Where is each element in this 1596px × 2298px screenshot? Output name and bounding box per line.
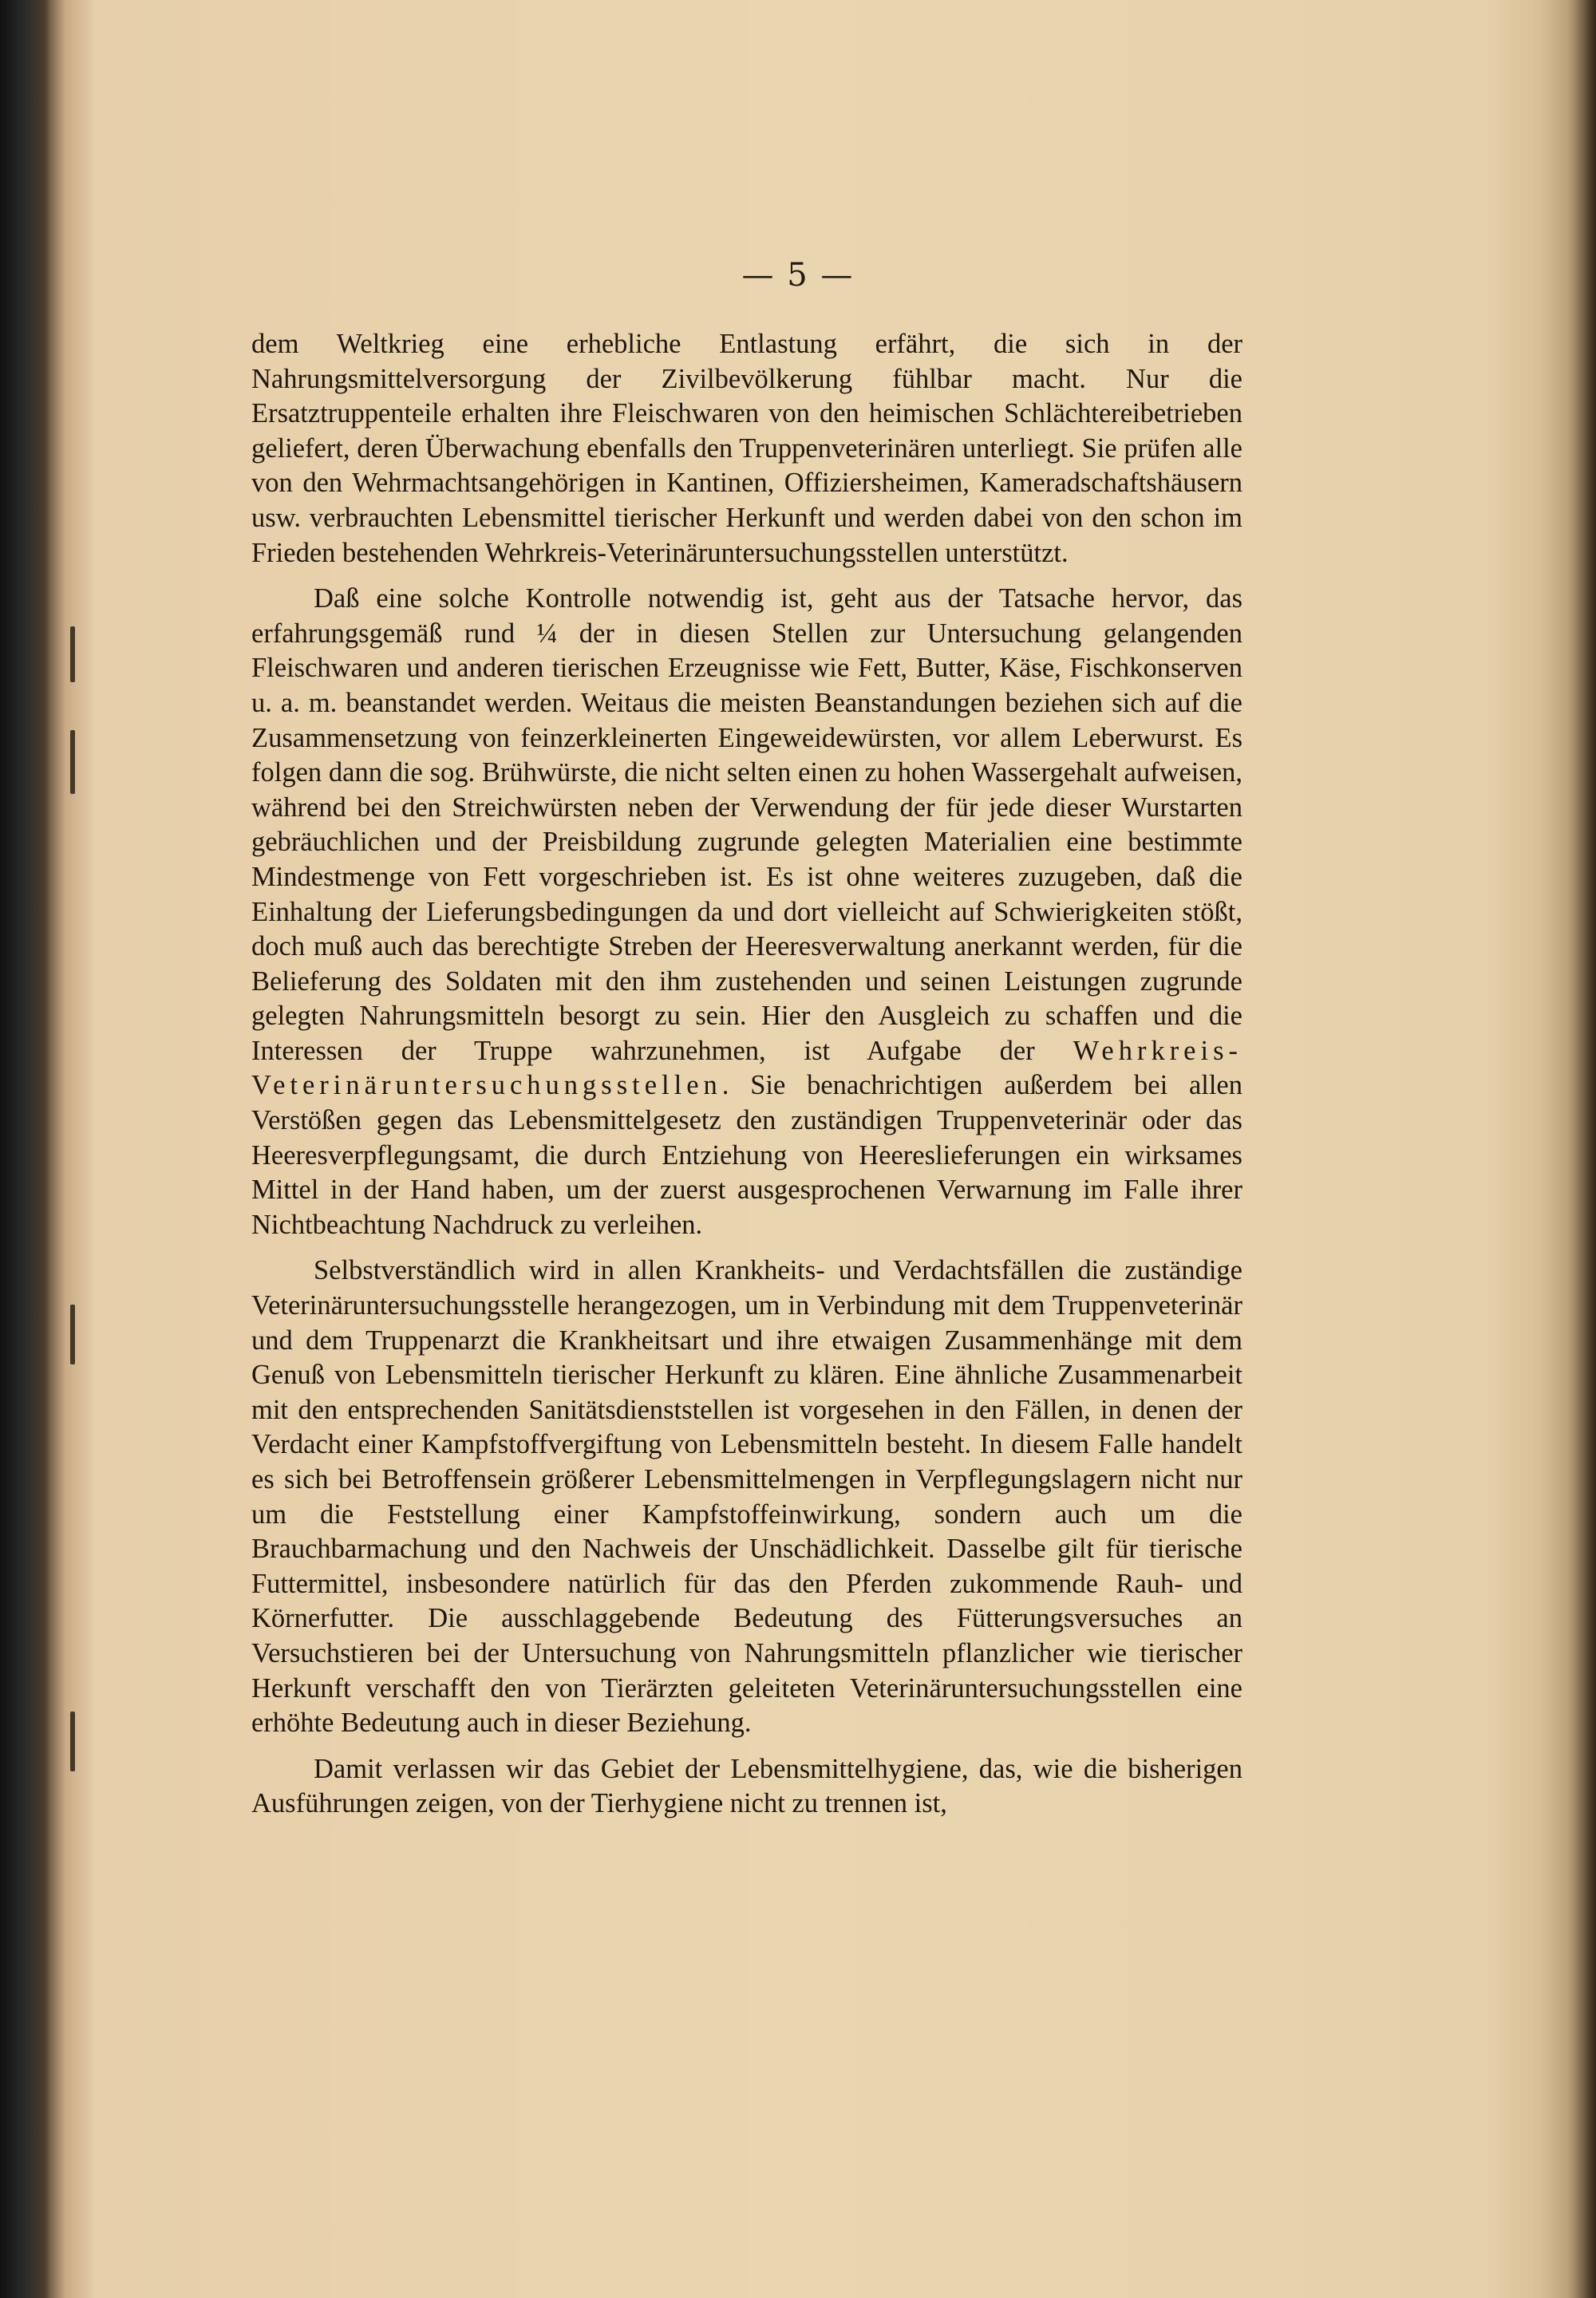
paragraph-3 [251, 1254, 1242, 1740]
book-spine-shadow [0, 0, 49, 2298]
paragraph-text: Damit verlassen wir das Gebiet der Lebensmittelhygiene, das, wie die bisherigen Ausführungen zeigen, von der Tierhygiene nicht zu trennen ist, [251, 1753, 1242, 1819]
binding-thread-mark [70, 1305, 75, 1364]
page-edge-shadow [1567, 0, 1596, 2298]
paragraph-2 [251, 582, 1242, 1242]
page-number: — 5 — [741, 257, 855, 294]
binding-thread-mark [70, 730, 75, 794]
paragraph-4 [251, 1752, 1242, 1822]
body-text [251, 327, 1242, 1822]
paragraph-text: . Sie benachrichtigen außerdem bei allen Verstößen gegen das Lebensmittelgesetz den zuständigen Truppenveterinär oder das Heeresverpflegungsamt, die durch Entziehung von Heereslieferungen ein wirksames Mittel in der Hand haben, um der zuerst ausgesprochenen Verwarnung im Falle ihrer Nichtbeachtung Nachdruck zu verleihen. [251, 1070, 1242, 1240]
binding-thread-mark [70, 626, 75, 682]
binding-thread-mark [70, 1712, 75, 1771]
paragraph-text: dem Weltkrieg eine erhebliche Entlastung erfährt, die sich in der Nahrungsmittelversorgung der Zivilbevölkerung fühlbar macht. Nur die Ersatztruppenteile erhalten ihre Fleischwaren von den heimischen Schlächtereibetrieben geliefert, deren Überwachung ebenfalls den Truppenveterinären unterliegt. Sie prüfen alle von den Wehrmachtsangehörigen in Kantinen, Offiziersheimen, Kameradschaftshäusern usw. verbrauchten Lebensmittel tierischer Herkunft und werden dabei von den schon im Frieden bestehenden Wehrkreis-Veterinäruntersuchungsstellen unterstützt. [251, 329, 1242, 568]
paragraph-1 [251, 327, 1242, 571]
spaced-emphasis: Wehrkreis-Veterinäruntersuchungsstellen [251, 1035, 1242, 1101]
paragraph-text: Daß eine solche Kontrolle notwendig ist, geht aus der Tatsache hervor, das erfahrungsgemäß rund ¼ der in diesen Stellen zur Untersuchung gelangenden Fleischwaren und anderen tierischen Erzeugnisse wie Fett, Butter, Käse, Fischkonserven u. a. m. beanstandet werden. Weitaus die meisten Beanstandungen beziehen sich auf die Zusammensetzung von feinzerkleinerten Eingeweidewürsten, vor allem Leberwurst. Es folgen dann die sog. Brühwürste, die nicht selten einen zu hohen Wassergehalt aufweisen, während bei den Streichwürsten neben der Verwendung der für jede dieser Wurstarten gebräuchlichen und der Preisbildung zugrunde gelegten Materialien eine bestimmte Mindestmenge von Fett vorgeschrieben ist. Es ist ohne weiteres zuzugeben, daß die Einhaltung der Lieferungsbedingungen da und dort vielleicht auf Schwierigkeiten stößt, doch muß auch das berechtigte Streben der Heeresverwaltung anerkannt werden, für die Belieferung des Soldaten mit den ihm zustehenden und seinen Leistungen zugrunde gelegten Nahrungsmitteln besorgt zu sein. Hier den Ausgleich zu schaffen und die Interessen der Truppe wahrzunehmen, ist Aufgabe der [251, 583, 1242, 1066]
paragraph-text: Selbstverständlich wird in allen Krankheits- und Verdachtsfällen die zuständige Veterinäruntersuchungsstelle herangezogen, um in Verbindung mit dem Truppenveterinär und dem Truppenarzt die Krankheitsart und ihre etwaigen Zusammenhänge mit dem Genuß von Lebensmitteln tierischer Herkunft zu klären. Eine ähnliche Zusammenarbeit mit den entsprechenden Sanitätsdienststellen ist vorgesehen in den Fällen, in denen der Verdacht einer Kampfstoffvergiftung von Lebensmitteln besteht. In diesem Falle handelt es sich bei Betroffensein größerer Lebensmittelmengen in Verpflegungslagern nicht nur um die Feststellung einer Kampfstoffeinwirkung, sondern auch um die Brauchbarmachung und den Nachweis der Unschädlichkeit. Dasselbe gilt für tierische Futtermittel, insbesondere natürlich für das den Pferden zukommende Rauh- und Körnerfutter. Die ausschlaggebende Bedeutung des Fütterungsversuches an Versuchstieren bei der Untersuchung von Nahrungsmitteln pflanzlicher wie tierischer Herkunft verschafft den von Tierärzten geleiteten Veterinäruntersuchungsstellen eine erhöhte Bedeutung auch in dieser Beziehung. [251, 1255, 1242, 1739]
